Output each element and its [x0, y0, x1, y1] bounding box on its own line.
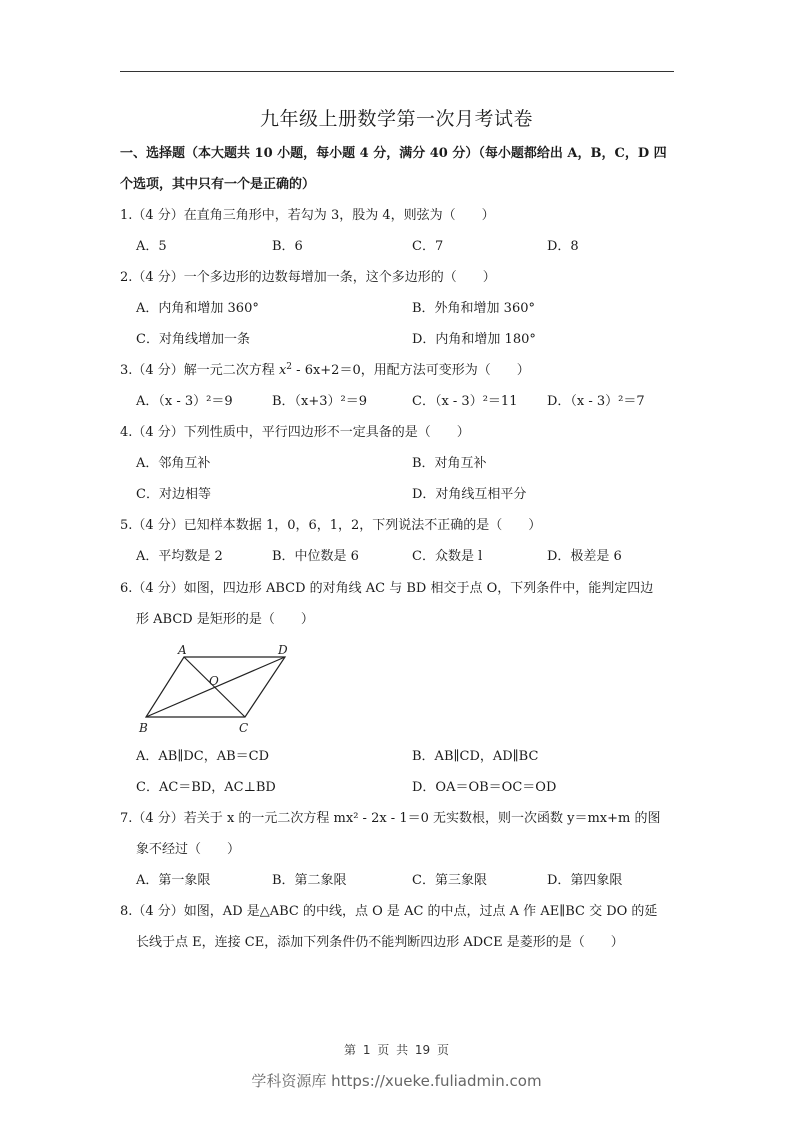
question-3-option-b: B．（x+3）²＝9 [272, 394, 368, 409]
question-5-option-c: C．众数是 l [412, 549, 483, 564]
question-7-text-line2: 象不经过（ ） [136, 842, 241, 857]
question-6-option-c: C．AC＝BD，AC⊥BD [136, 780, 276, 795]
question-5-option-d: D．极差是 6 [547, 549, 622, 564]
question-1-option-b: B．6 [272, 239, 303, 254]
page-title: 九年级上册数学第一次月考试卷 [259, 108, 533, 130]
question-1-option-a: A．5 [136, 239, 167, 254]
question-4-option-c: C．对边相等 [136, 487, 211, 502]
question-6-option-d: D．OA＝OB＝OC＝OD [412, 780, 557, 795]
question-4-option-d: D．对角线互相平分 [412, 487, 527, 502]
question-8-text-line2: 长线于点 E，连接 CE，添加下列条件仍不能判断四边形 ADCE 是菱形的是（ ） [136, 935, 624, 950]
question-7-option-a: A．第一象限 [136, 873, 211, 888]
watermark: 学科资源库 https://xueke.fuliadmin.com [251, 1072, 542, 1090]
question-7-text-line1: 7.（4 分）若关于 x 的一元二次方程 mx² - 2x - 1＝0 无实数根，则一次函数 y＝mx+m 的图 [120, 811, 661, 826]
question-2-option-c: C．对角线增加一条 [136, 332, 250, 347]
label-b: B [139, 721, 148, 735]
question-7-option-c: C．第三象限 [412, 873, 487, 888]
question-3-option-d: D．（x - 3）²＝7 [547, 394, 645, 409]
question-6-text-line2: 形 ABCD 是矩形的是（ ） [136, 612, 314, 627]
page-indicator: 第 1 页 共 19 页 [344, 1043, 449, 1057]
question-1-option-c: C．7 [412, 239, 444, 254]
question-5-text: 5.（4 分）已知样本数据 1，0，6，1，2，下列说法不正确的是（ ） [120, 518, 542, 533]
section-heading-line1: 一、选择题（本大题共 10 小题，每小题 4 分，满分 40 分）（每小题都给出 A，B，C，D 四 [120, 146, 667, 161]
question-2-option-d: D．内角和增加 180° [412, 332, 536, 347]
question-7-option-d: D．第四象限 [547, 873, 623, 888]
question-5-option-b: B．中位数是 6 [272, 549, 359, 564]
question-6-option-b: B．AB∥CD，AD∥BC [412, 749, 539, 764]
parallelogram-figure [136, 640, 316, 744]
header-rule [120, 71, 674, 72]
question-2-text: 2.（4 分）一个多边形的边数每增加一条，这个多边形的（ ） [120, 270, 496, 285]
question-4-text: 4.（4 分）下列性质中，平行四边形不一定具备的是（ ） [120, 425, 470, 440]
question-3-option-a: A．（x - 3）²＝9 [136, 394, 233, 409]
question-3-option-c: C．（x - 3）²＝11 [412, 394, 518, 409]
section-heading-line2: 个选项，其中只有一个是正确的） [120, 177, 316, 192]
question-8-text-line1: 8.（4 分）如图，AD 是△ABC 的中线，点 O 是 AC 的中点，过点 A 作 AE∥BC 交 DO 的延 [120, 904, 658, 919]
question-1-text: 1.（4 分）在直角三角形中，若勾为 3，股为 4，则弦为（ ） [120, 208, 495, 223]
label-d: D [278, 643, 288, 657]
question-3-text: 3.（4 分）解一元二次方程 $x^2 - 6x+2=0$，用配方法可变形为（ ） [120, 362, 530, 378]
question-2-option-a: A．内角和增加 360° [136, 301, 259, 316]
label-o: O [209, 674, 219, 688]
question-4-option-a: A．邻角互补 [136, 456, 211, 471]
question-5-option-a: A．平均数是 2 [136, 549, 223, 564]
question-7-option-b: B．第二象限 [272, 873, 347, 888]
question-1-option-d: D．8 [547, 239, 579, 254]
label-c: C [239, 721, 249, 735]
label-a: A [178, 643, 187, 657]
question-6-option-a: A．AB∥DC，AB＝CD [136, 749, 270, 764]
question-6-text-line1: 6.（4 分）如图，四边形 ABCD 的对角线 AC 与 BD 相交于点 O，下列条件中，能判定四边 [120, 581, 654, 596]
question-4-option-b: B．对角互补 [412, 456, 487, 471]
question-2-option-b: B．外角和增加 360° [412, 301, 535, 316]
